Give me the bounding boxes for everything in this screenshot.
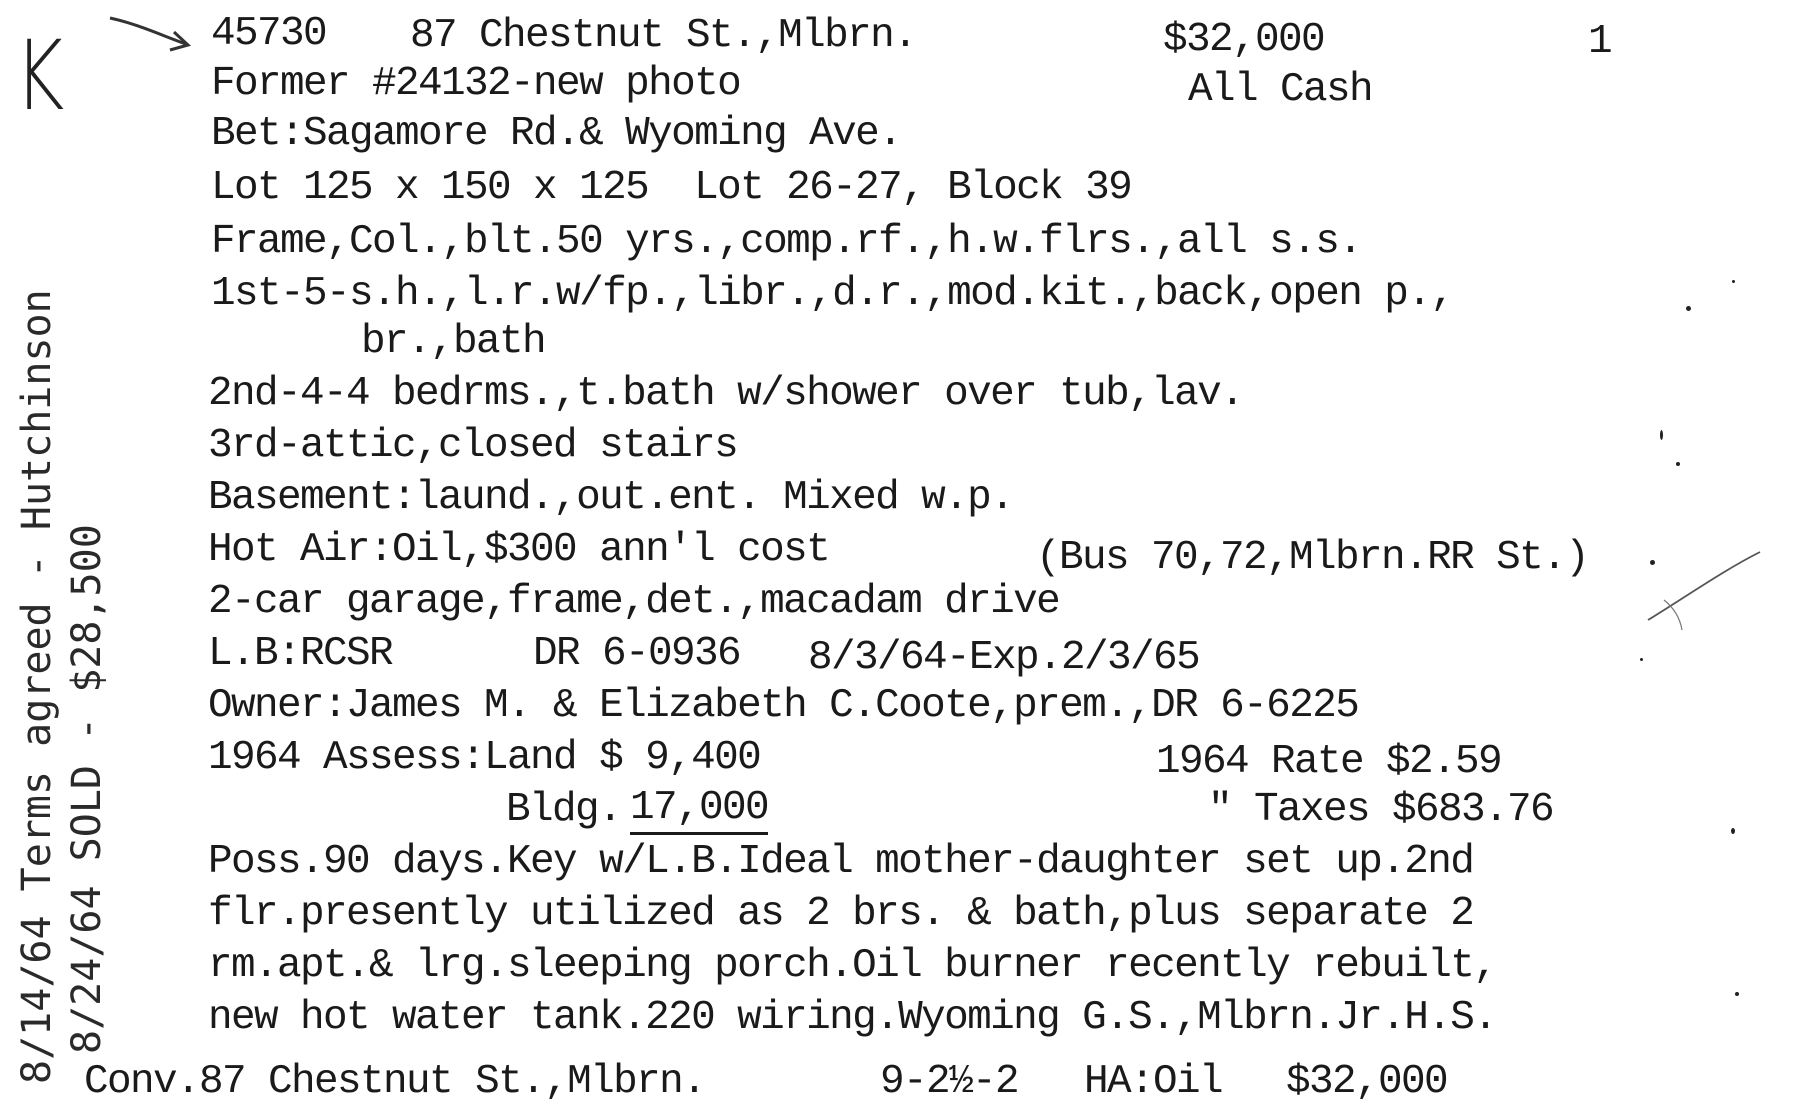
- stamp-terms-agreed: 8/14/64 Terms agreed - Hutchinson: [14, 289, 60, 1084]
- arrow-icon: [108, 14, 198, 54]
- summary-rooms: 9-2½-2: [880, 1059, 1019, 1105]
- remarks-line: flr.presently utilized as 2 brs. & bath,plus separate 2: [208, 891, 1474, 937]
- third-floor: 3rd-attic,closed stairs: [208, 423, 738, 469]
- remarks-line: rm.apt.& lrg.sleeping porch.Oil burner recently rebuilt,: [208, 943, 1497, 989]
- listing-number: 45730: [211, 11, 327, 57]
- former-listing: Former #24132-new photo: [211, 61, 741, 107]
- taxes: " Taxes $683.76: [1208, 787, 1554, 833]
- handwritten-initial: K: [14, 20, 65, 132]
- lockbox: L.B:RCSR: [208, 631, 393, 677]
- bldg-value: 17,000: [630, 784, 768, 835]
- bldg-label: Bldg.: [506, 787, 622, 833]
- remarks-line: new hot water tank.220 wiring.Wyoming G.S.,Mlbrn.Jr.H.S.: [208, 995, 1497, 1041]
- heating: Hot Air:Oil,$300 ann'l cost: [208, 527, 830, 573]
- card-page-number: 1: [1588, 19, 1612, 65]
- basement: Basement:laund.,out.ent. Mixed w.p.: [208, 475, 1014, 521]
- remarks-line: Poss.90 days.Key w/L.B.Ideal mother-daughter set up.2nd: [208, 839, 1474, 885]
- phone: DR 6-0936: [533, 631, 741, 677]
- second-floor: 2nd-4-4 bedrms.,t.bath w/shower over tub,lav.: [208, 371, 1244, 417]
- listing-dates: 8/3/64-Exp.2/3/65: [808, 635, 1200, 681]
- pencil-mark-icon: [1644, 548, 1764, 638]
- address-line: 87 Chestnut St.,Mlbrn.: [410, 13, 917, 59]
- tax-rate: 1964 Rate $2.59: [1156, 739, 1502, 785]
- owner: Owner:James M. & Elizabeth C.Coote,prem.,DR 6-6225: [208, 683, 1359, 729]
- summary-heat: HA:Oil: [1084, 1059, 1223, 1105]
- garage: 2-car garage,frame,det.,macadam drive: [208, 579, 1060, 625]
- stamp-sold: 8/24/64 SOLD - $28,500: [64, 524, 110, 1054]
- construction: Frame,Col.,blt.50 yrs.,comp.rf.,h.w.flrs.,all s.s.: [211, 219, 1362, 265]
- summary-address: Conv.87 Chestnut St.,Mlbrn.: [84, 1059, 706, 1105]
- price: $32,000: [1163, 17, 1325, 63]
- assessment: 1964 Assess:Land $ 9,400: [208, 735, 761, 781]
- first-floor: 1st-5-s.h.,l.r.w/fp.,libr.,d.r.,mod.kit.,back,open p.,: [211, 271, 1454, 317]
- between-streets: Bet:Sagamore Rd.& Wyoming Ave.: [211, 111, 902, 157]
- lot-info: Lot 125 x 150 x 125 Lot 26-27, Block 39: [211, 165, 1132, 211]
- first-floor-cont: br.,bath: [361, 319, 546, 365]
- transport: (Bus 70,72,Mlbrn.RR St.): [1036, 535, 1589, 581]
- summary-price: $32,000: [1286, 1059, 1448, 1105]
- terms: All Cash: [1188, 67, 1373, 113]
